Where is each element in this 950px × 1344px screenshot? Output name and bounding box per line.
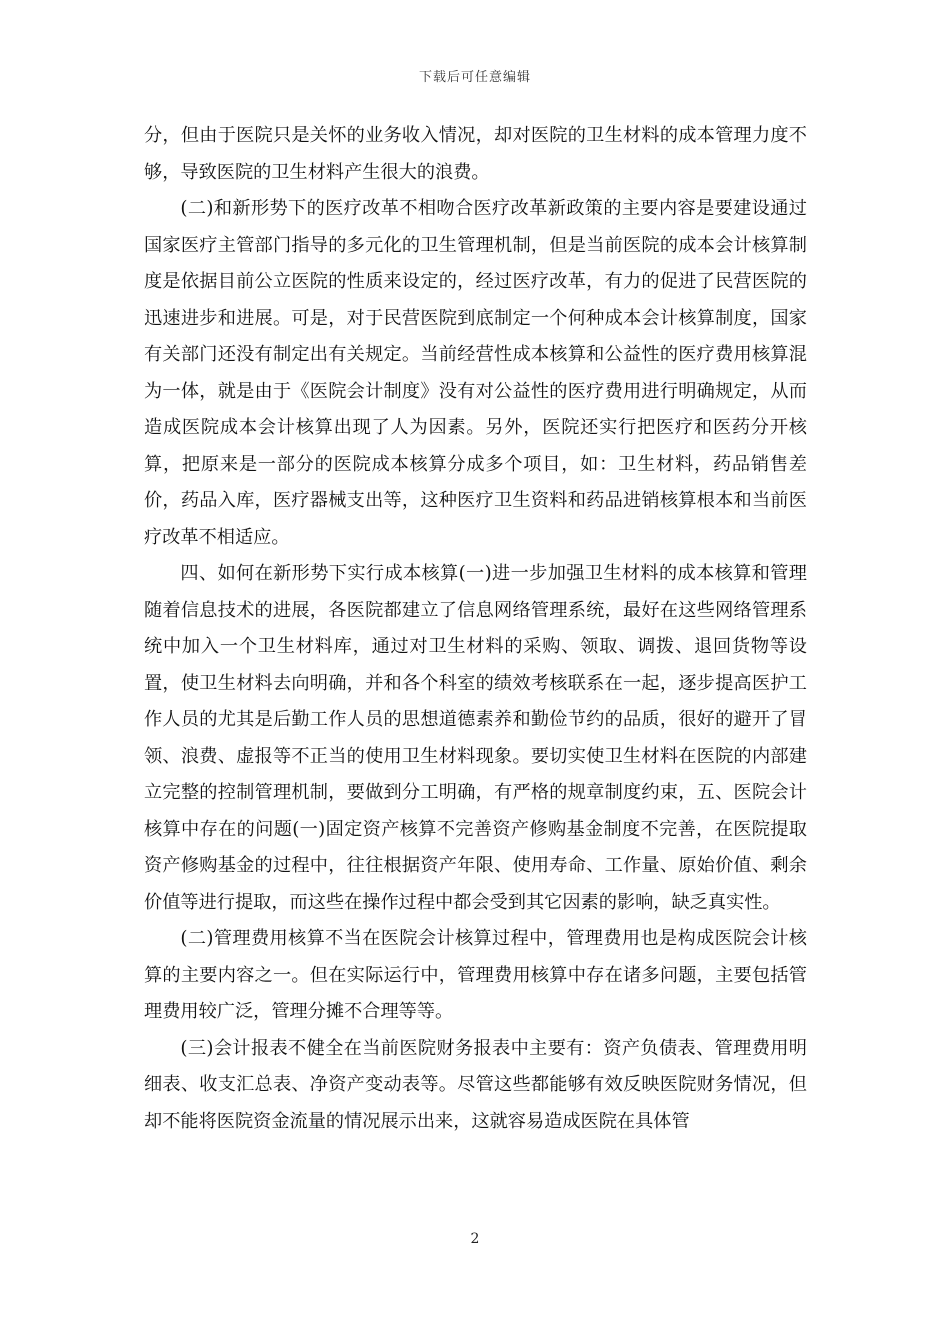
paragraph-continuation: 分，但由于医院只是关怀的业务收入情况，却对医院的卫生材料的成本管理力度不够，导致医院的卫生材料产生很大的浪费。 [144,125,807,183]
paragraph-management-cost: (二)管理费用核算不当在医院会计核算过程中，管理费用也是构成医院会计核算的主要内容之一。但在实际运行中，管理费用核算中存在诸多问题，主要包括管理费用较广泛，管理分摊不合理等等。 [144,928,807,1022]
paragraph-section-2: (二)和新形势下的医疗改革不相吻合医疗改革新政策的主要内容是要建设通过国家医疗主管部门指导的多元化的卫生管理机制，但是当前医院的成本会计核算制度是依据目前公立医院的性质来设定的，经过医疗改革，有力的促进了民营医院的迅速进步和进展。可是，对于民营医院到底制定一个何种成本会计核算制度，国家有关部门还没有制定出有关规定。当前经营性成本核算和公益性的医疗费用核算混为一体，就是由于《医院会计制度》没有对公益性的医疗费用进行明确规定，从而造成医院成本会计核算出现了人为因素。另外，医院还实行把医疗和医药分开核算，把原来是一部分的医院成本核算分成多个项目，如：卫生材料，药品销售差价，药品入库，医疗器械支出等，这种医疗卫生资料和药品进销核算根本和当前医疗改革不相适应。 [144,198,807,548]
paragraph-financial-statements: (三)会计报表不健全在当前医院财务报表中主要有：资产负债表、管理费用明细表、收支汇总表、净资产变动表等。尽管这些都能够有效反映医院财务情况，但却不能将医院资金流量的情况展示出来，这就容易造成医院在具体管 [144,1037,807,1132]
page-header: 下载后可任意编辑 [418,70,531,85]
paragraph-section-4: 四、如何在新形势下实行成本核算(一)进一步加强卫生材料的成本核算和管理随着信息技术的进展，各医院都建立了信息网络管理系统，最好在这些网络管理系统中加入一个卫生材料库，通过对卫生材料的采购、领取、调拨、退回货物等设置，使卫生材料去向明确，并和各个科室的绩效考核联系在一起，逐步提高医护工作人员的尤其是后勤工作人员的思想道德素养和勤俭节约的品质，很好的避开了冒领、浪费、虚报等不正当的使用卫生材料现象。要切实使卫生材料在医院的内部建立完整的控制管理机制，要做到分工明确，有严格的规章制度约束，五、医院会计核算中存在的问题(一)固定资产核算不完善资产修购基金制度不完善，在医院提取资产修购基金的过程中，往往根据资产年限、使用寿命、工作量、原始价值、剩余价值等进行提取，而这些在操作过程中都会受到其它因素的影响，缺乏真实性。 [144,563,807,913]
page-number: 2 [470,1231,480,1247]
document-body [144,118,807,1140]
